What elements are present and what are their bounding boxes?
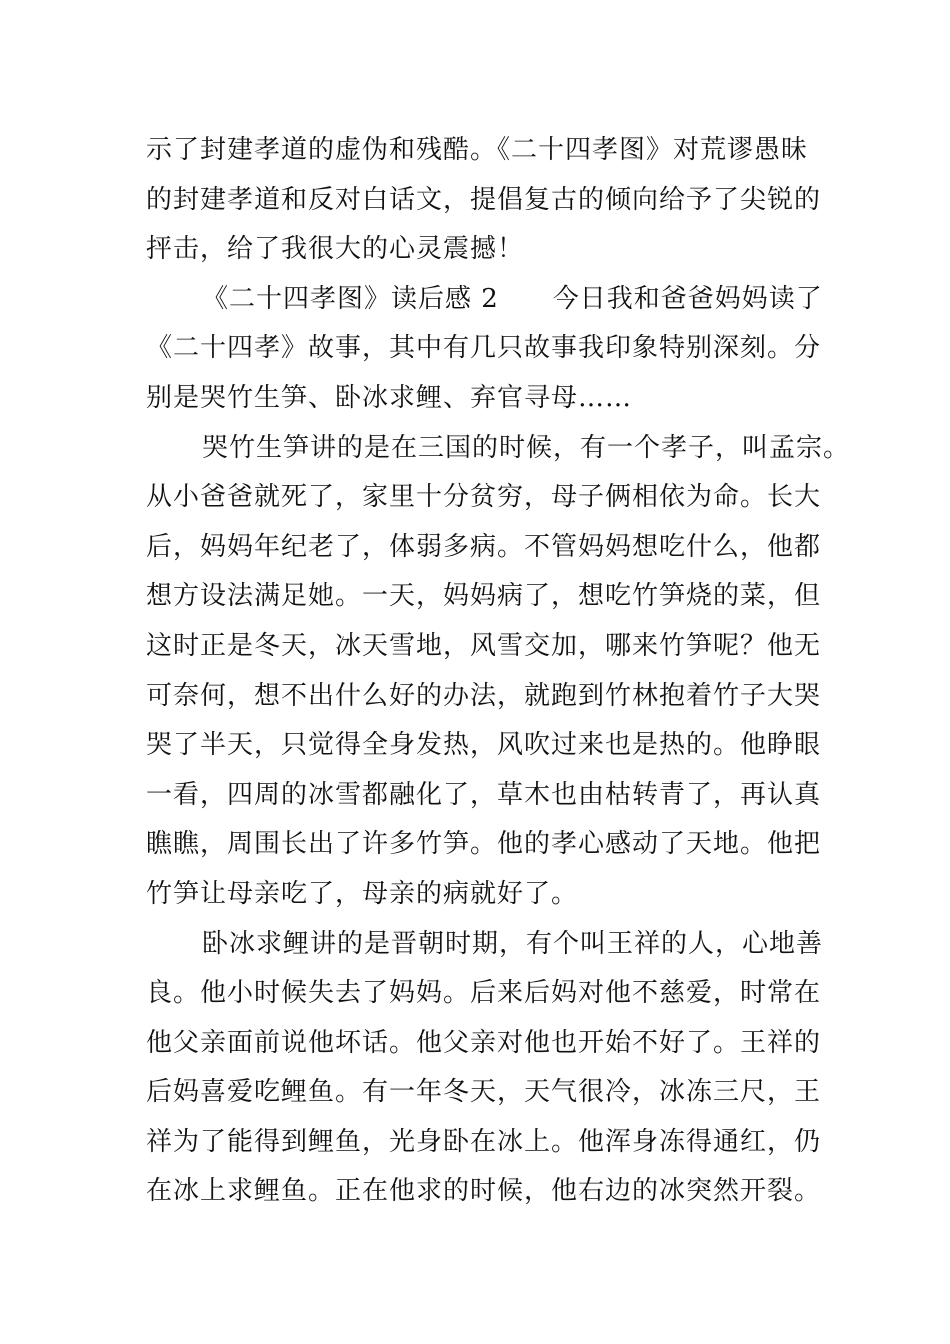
text-line: 想方设法满足她。一天，妈妈病了，想吃竹笋烧的菜，但: [146, 581, 822, 612]
text-line: 竹笋让母亲吃了，母亲的病就好了。: [146, 878, 579, 909]
text-line: 在冰上求鲤鱼。正在他求的时候，他右边的冰突然开裂。: [146, 1176, 822, 1207]
text-line: 哭了半天，只觉得全身发热，风吹过来也是热的。他睁眼: [146, 730, 822, 761]
text-line: 这时正是冬天，冰天雪地，风雪交加，哪来竹笋呢？他无: [146, 630, 822, 661]
text-line: 后妈喜爱吃鲤鱼。有一年冬天，天气很冷，冰冻三尺，王: [146, 1077, 822, 1108]
paragraph-start-line: 卧冰求鲤讲的是晋朝时期，有个叫王祥的人，心地善: [202, 928, 824, 959]
text-line: 瞧瞧，周围长出了许多竹笋。他的孝心感动了天地。他把: [146, 829, 822, 860]
paragraph-start-line: 哭竹生笋讲的是在三国的时候，有一个孝子，叫孟宗。: [202, 432, 851, 463]
text-line: 抨击，给了我很大的心灵震撼！: [146, 234, 525, 265]
text-line: 示了封建孝道的虚伪和残酷。《二十四孝图》对荒谬愚昧: [146, 135, 809, 165]
text-line: 可奈何，想不出什么好的办法，就跑到竹林抱着竹子大哭: [146, 680, 822, 711]
text-line: 后，妈妈年纪老了，体弱多病。不管妈妈想吃什么，他都: [146, 531, 822, 562]
text-line: 他父亲面前说他坏话。他父亲对他也开始不好了。王祥的: [146, 1027, 822, 1058]
body-text: [146, 126, 851, 1217]
text-line: 《二十四孝》故事，其中有几只故事我印象特别深刻。分: [146, 333, 822, 364]
text-line: 的封建孝道和反对白话文，提倡复古的倾向给予了尖锐的: [146, 184, 822, 215]
text-line: 祥为了能得到鲤鱼，光身卧在冰上。他浑身冻得通红，仍: [146, 1126, 822, 1157]
text-line: 一看，四周的冰雪都融化了，草木也由枯转青了，再认真: [146, 779, 822, 810]
text-line: 从小爸爸就死了，家里十分贫穷，母子俩相依为命。长大: [146, 482, 822, 513]
text-line: 良。他小时候失去了妈妈。后来后妈对他不慈爱，时常在: [146, 978, 822, 1009]
text-line: 别是哭竹生笋、卧冰求鲤、弃官寻母……: [146, 382, 633, 413]
paragraph-start-line: 《二十四孝图》读后感 2 今日我和爸爸妈妈读了: [202, 283, 823, 314]
